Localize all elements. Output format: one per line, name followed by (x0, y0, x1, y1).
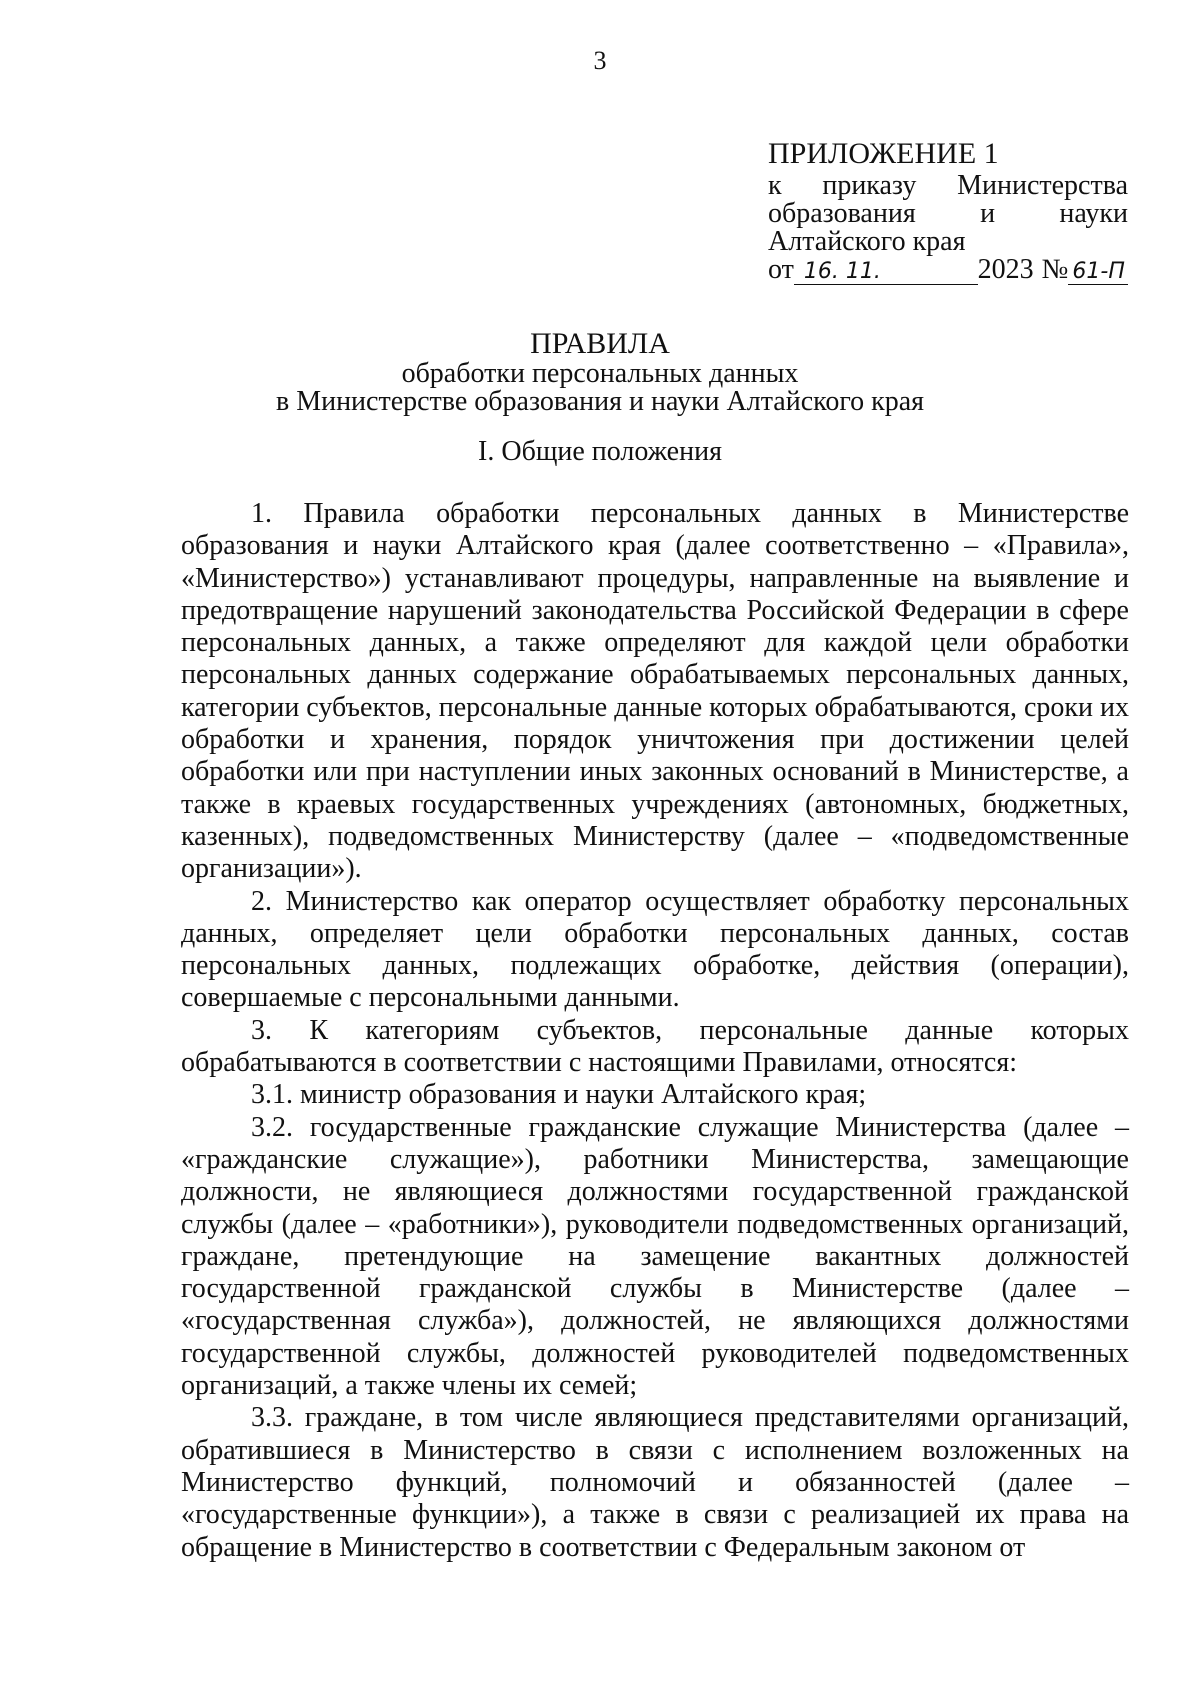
appendix-block (768, 137, 1128, 285)
document-subtitle-2: в Министерстве образования и науки Алтайского края (275, 386, 925, 417)
paragraph-3-2: 3.2. государственные гражданские служащие Министерства (далее – «гражданские служащие»), работники Министерства, замещающие должности, не являющиеся должностями государственной гражданской службы (далее – «работники»), руководители подведомственных организаций, граждане, претендующие на замещение вакантных должностей государственной гражданской службы в Министерстве (далее – «государственная служба»), должностей, не являющихся должностями государственной службы, должностей руководителей подведомственных организаций, а также члены их семей; (181, 1111, 1129, 1402)
appendix-line-2: образования и науки (768, 198, 1128, 229)
order-year: 2023 (977, 254, 1034, 285)
paragraph-3-3: 3.3. граждане, в том числе являющиеся представителями организаций, обратившиеся в Министерство в связи с исполнением возложенных на Министерство функций, полномочий и обязанностей (далее – «государственные функции»), а также в связи с реализацией их права на обращение в Министерство в соответствии с Федеральным законом от (181, 1402, 1129, 1563)
document-title: ПРАВИЛА (530, 327, 670, 360)
page-number: 3 (593, 46, 607, 75)
paragraph-2: 2. Министерство как оператор осуществляет обработку персональных данных, определяет цели обработки персональных данных, состав персональных данных, подлежащих обработке, действия (операции), совершаемые с персональными данными. (181, 885, 1129, 1014)
handwritten-order-number: 61-П (1068, 260, 1128, 285)
appendix-line-1: к приказу Министерства (768, 170, 1128, 201)
document-title-block (0, 327, 1200, 417)
order-date-line (768, 256, 1128, 285)
handwritten-date: 16. 11. (794, 260, 978, 285)
body-text (181, 498, 1129, 1564)
number-sign: № (1041, 254, 1069, 285)
appendix-title: ПРИЛОЖЕНИЕ 1 (768, 137, 999, 170)
paragraph-3: 3. К категориям субъектов, персональные данные которых обрабатываются в соответствии с настоящими Правилами, относятся: (181, 1014, 1129, 1079)
appendix-line-3: Алтайского края (768, 226, 966, 257)
date-prefix: от (768, 254, 794, 285)
section-heading: I. Общие положения (478, 436, 722, 467)
paragraph-1: 1. Правила обработки персональных данных в Министерстве образования и науки Алтайского края (далее соответственно – «Правила», «Министерство») устанавливают процедуры, направленные на выявление и предотвращение нарушений законодательства Российской Федерации в сфере персональных данных, а также определяют для каждой цели обработки персональных данных содержание обрабатываемых персональных данных, категории субъектов, персональные данные которых обрабатываются, сроки их обработки и хранения, порядок уничтожения при достижении целей обработки или при наступлении иных законных оснований в Министерстве, а также в краевых государственных учреждениях (автономных, бюджетных, казенных), подведомственных Министерству (далее – «подведомственные организации»). (181, 498, 1129, 885)
document-subtitle-1: обработки персональных данных (401, 358, 799, 389)
paragraph-3-1: 3.1. министр образования и науки Алтайского края; (251, 1079, 867, 1111)
